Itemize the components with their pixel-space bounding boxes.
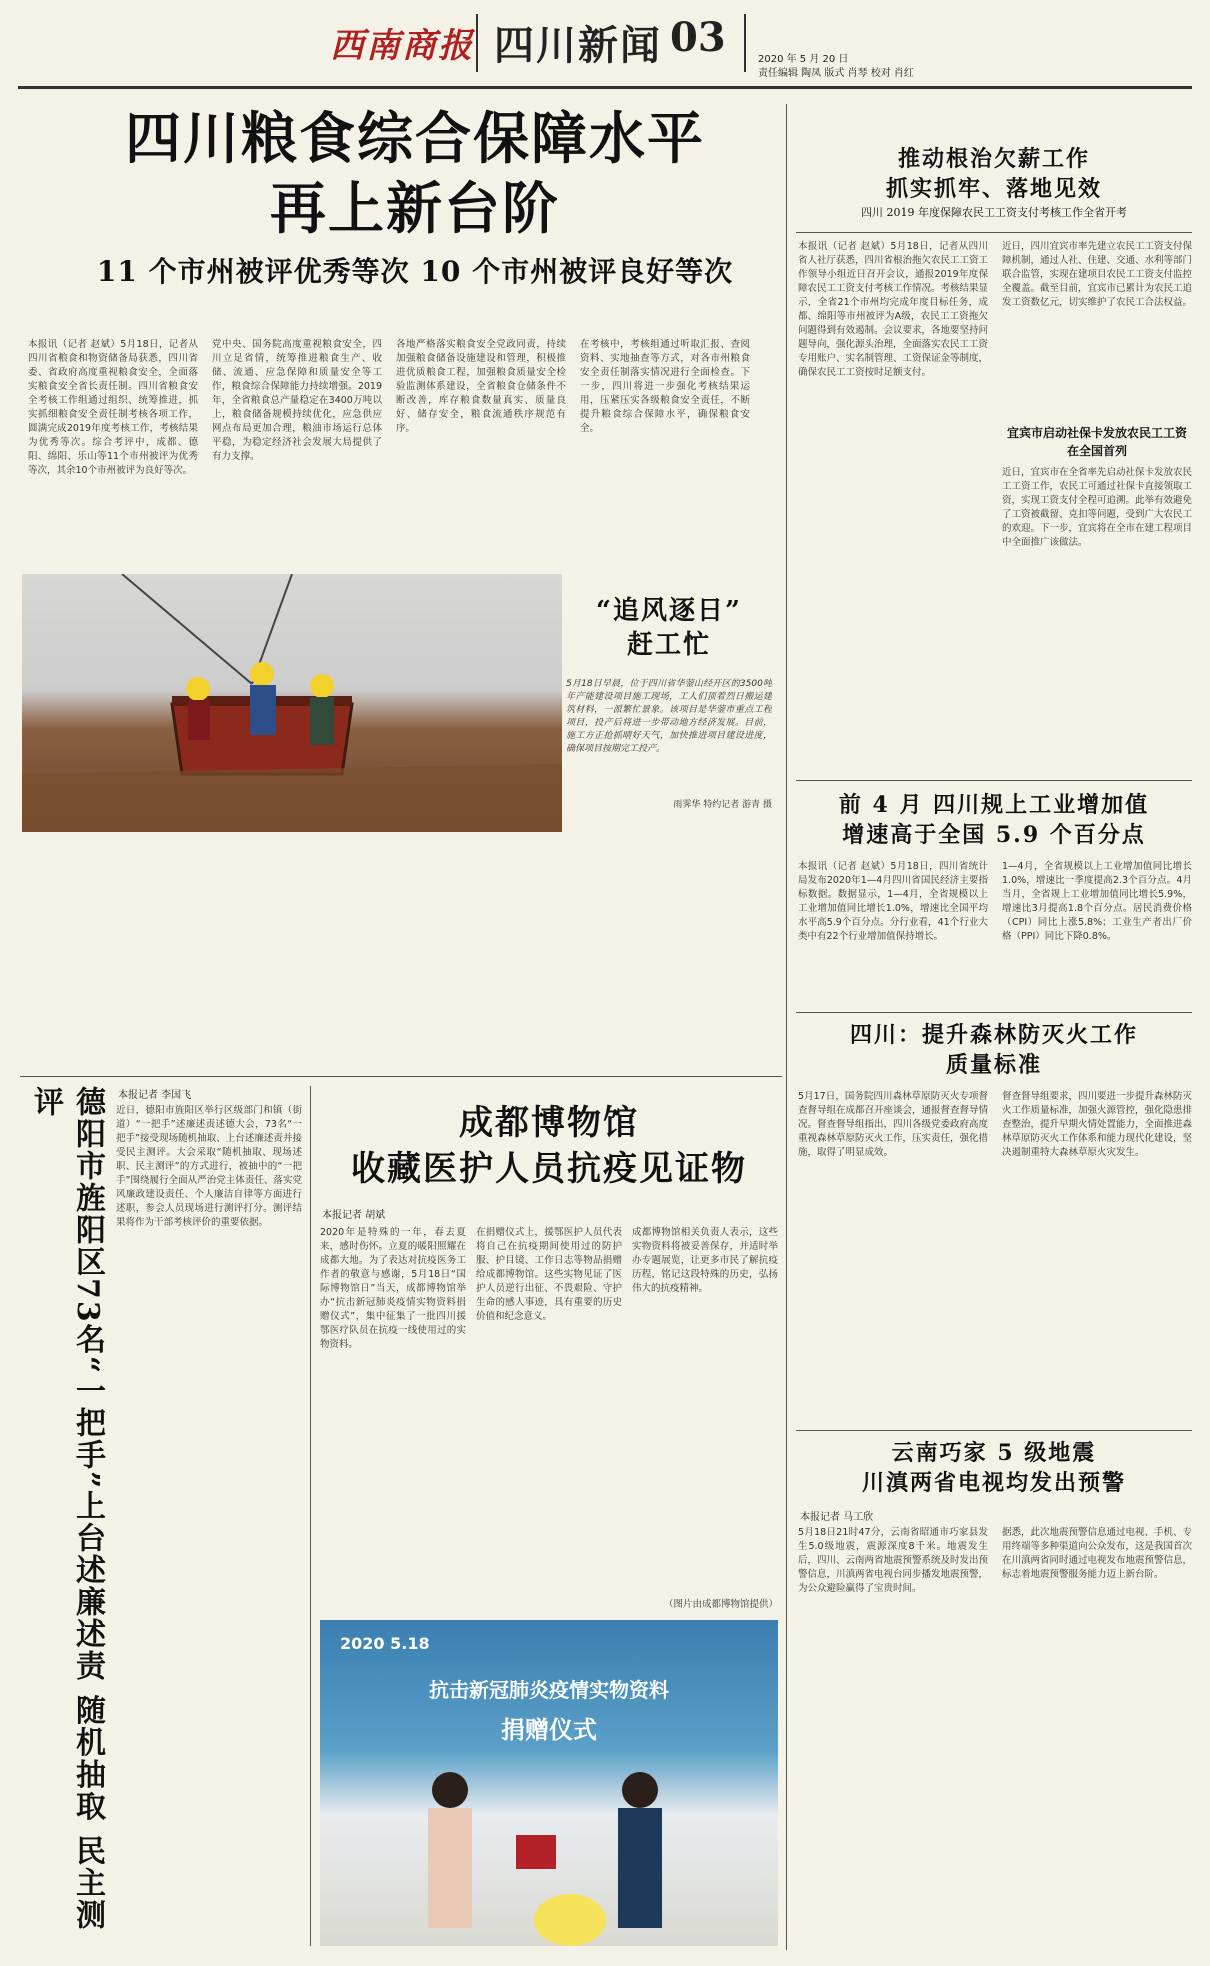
editors-line: 责任编辑 陶凤 版式 肖琴 校对 肖红 [758, 68, 914, 79]
museum-title-line1: 成都博物馆 [459, 1103, 639, 1143]
deyang-byline: 本报记者 李国飞 [118, 1090, 192, 1101]
forest-head [796, 1020, 1192, 1080]
photo-feature [566, 574, 772, 832]
wage-subhead: 宜宾市启动社保卡发放农民工工资在全国首列 [1006, 426, 1187, 458]
construction-photo [22, 574, 562, 832]
industry-title-line2: 增速高于全国 5.9 个百分点 [842, 822, 1146, 848]
forest-title-line2: 质量标准 [945, 1052, 1042, 1078]
wage-column-2: 近日，四川宜宾市率先建立农民工工资支付保障机制，通过人社、住建、交通、水利等部门联合监管，实现在建项目农民工工资支付监控全覆盖。截至目前，宜宾市已累计为农民工追发工资数亿元，切实维护了农民工合法权益。 [1002, 241, 1192, 308]
museum-byline: 本报记者 胡斌 [322, 1210, 386, 1221]
feature-title-line1: “追风逐日” [596, 596, 742, 626]
museum-title-line2: 收藏医护人员抗疫见证物 [351, 1149, 747, 1189]
quake-column-1: 5月18日21时47分，云南省昭通市巧家县发生5.0级地震，震源深度8千米。地震发生后，四川、云南两省地震预警系统及时发出预警信息，川滇两省电视台同步播发地震预警，为公众避险赢得了宝贵时间。 [798, 1527, 988, 1594]
banner-line2: 捐赠仪式 [501, 1716, 597, 1744]
feature-credit: 雨霁华 特约记者 游青 摄 [673, 800, 772, 810]
forest-column-2: 督查督导组要求，四川要进一步提升森林防灭火工作质量标准，加强火源管控，强化隐患排查整治，提升早期火情处置能力，全面推进森林草原防灭火工作体系和能力现代化建设，坚决遏制重特大森林草原火灾发生。 [1002, 1091, 1192, 1158]
industry-head [796, 790, 1192, 850]
industry-column-1: 本报讯（记者 赵斌）5月18日，四川省统计局发布2020年1—4月四川省国民经济主要指标数据。数据显示，1—4月，全省规模以上工业增加值同比增长1.0%，增速比全国平均水平高5.9个百分点。分行业看，41个行业大类中有22个行业增加值保持增长。 [798, 861, 988, 942]
deyang-headline: 德阳市旌阳区73名“一把手”上台述廉述责 随机抽取 民主测评 [28, 1086, 105, 1932]
forest-title-line1: 四川：提升森林防灭火工作 [849, 1022, 1138, 1048]
industry-title-line1: 前 4 月 四川规上工业增加值 [838, 792, 1150, 818]
lead-column-4: 在考核中，考核组通过听取汇报、查阅资料、实地抽查等方式，对各市州粮食安全责任制落实情况进行全面检查。下一步，四川将进一步强化考核结果运用，压紧压实各级粮食安全责任，不断提升粮食综合保障水平，确保粮食安全。 [580, 339, 750, 434]
museum-column-1: 2020年是特殊的一年，春去夏来，感时伤怀。立夏的暖阳照耀在成都大地。为了表达对抗疫医务工作者的敬意与感谢，5月18日“国际博物馆日”当天，成都博物馆举办“抗击新冠肺炎疫情实物资料捐赠仪式”，集中征集了一批四川援鄂医疗队员在抗疫一线使用过的实物资料。 [320, 1227, 466, 1350]
museum-head [318, 1100, 780, 1192]
museum-photo [320, 1620, 778, 1946]
industry-column-2: 1—4月，全省规模以上工业增加值同比增长1.0%，增速比一季度提高2.3个百分点。4月当月，全省规上工业增加值同比增长5.9%，增速比3月提高1.8个百分点。居民消费价格（CPI）同比上涨5.8%；工业生产者出厂价格（PPI）同比下降0.8%。 [1002, 861, 1192, 942]
museum-photo-credit: （图片由成都博物馆提供） [663, 1599, 778, 1610]
wage-story-head [796, 144, 1192, 222]
wage-column-1: 本报讯（记者 赵斌）5月18日，记者从四川省人社厅获悉，四川省根治拖欠农民工工资工作领导小组近日召开会议，通报2019年度保障农民工工资支付考核工作情况。考核结果显示，全省21个市州均完成年度目标任务，成都、绵阳等市州被评为A级，农民工工资拖欠问题得到有效遏制。会议要求，各地要坚持问题导向，强化源头治理，全面落实农民工工资专用账户、实名制管理、工资保证金等制度，确保农民工工资按时足额支付。 [798, 241, 988, 378]
lead-subtitle: 11 个市州被评优秀等次 10 个市州被评良好等次 [96, 255, 734, 288]
wage-title-line1: 推动根治欠薪工作 [897, 146, 1090, 172]
masthead-logo: 西南商报 [330, 26, 474, 66]
lead-headline [20, 104, 810, 292]
wage-subtitle: 四川 2019 年度保障农民工工资支付考核工作全省开考 [861, 206, 1127, 219]
quake-byline: 本报记者 马工欣 [800, 1512, 874, 1523]
ceremony-illustration [320, 1620, 778, 1946]
quake-head [796, 1438, 1192, 1498]
lead-column-2: 党中央、国务院高度重视粮食安全，四川立足省情，统筹推进粮食生产、收储、流通、应急保障和质量安全等工作，粮食综合保障能力持续增强。2019年，全省粮食总产量稳定在3400万吨以上，粮食储备规模持续优化，应急供应网点布局更加合理，粮油市场运行总体平稳，为稳定经济社会发展大局提供了有力支撑。 [212, 339, 382, 462]
museum-column-3: 成都博物馆相关负责人表示，这些实物资料将被妥善保存，并适时举办专题展览，让更多市民了解抗疫历程，铭记这段特殊的历史，弘扬伟大的抗疫精神。 [632, 1227, 778, 1294]
forest-column-1: 5月17日，国务院四川森林草原防灭火专项督查督导组在成都召开座谈会，通报督查督导情况。督查督导组指出，四川各级党委政府高度重视森林草原防灭火工作，压实责任，强化措施，取得了明显成效。 [798, 1091, 988, 1158]
masthead [0, 0, 1210, 92]
issue-date: 2020 年 5 月 20 日 [758, 54, 849, 65]
banner-date: 2020 5.18 [340, 1634, 430, 1653]
lead-title-line2: 再上新台阶 [270, 176, 560, 242]
wage-title-line2: 抓实抓牢、落地见效 [885, 176, 1102, 202]
feature-caption: 5月18日早晨，位于四川省华蓥山经开区的3500吨年产能建设项目施工现场，工人们顶着烈日搬运建筑材料，一派繁忙景象。该项目是华蓥市重点工程项目，投产后将进一步带动地方经济发展。目前，施工方正抢抓晴好天气，加快推进项目建设进度，确保项目按期完工投产。 [566, 679, 772, 754]
feature-title-line2: 赶工忙 [626, 630, 711, 660]
wage-column-3: 近日，宜宾市在全省率先启动社保卡发放农民工工资工作，农民工可通过社保卡直接领取工资，实现工资支付全程可追溯。此举有效避免了工资被截留、克扣等问题，受到广大农民工的欢迎。下一步，宜宾将在全市在建工程项目中全面推广该做法。 [1002, 467, 1192, 548]
lead-column-3: 各地严格落实粮食安全党政同责，持续加强粮食储备设施建设和管理，积极推进优质粮食工程，加强粮食质量安全检验监测体系建设，全省粮食仓储条件不断改善，库存粮食数量真实、质量良好、储存安全，粮食流通秩序规范有序。 [396, 339, 566, 434]
quake-title-line1: 云南巧家 5 级地震 [891, 1440, 1097, 1466]
construction-scene-illustration [22, 574, 562, 832]
deyang-column: 近日，德阳市旌阳区举行区级部门和镇（街道）“一把手”述廉述责述德大会，73名“一把手”接受现场随机抽取、上台述廉述责并接受民主测评。大会采取“随机抽取、现场述职、民主测评”的方式进行，被抽中的“一把手”围绕履行全面从严治党主体责任、落实党风廉政建设责任、个人廉洁自律等方面进行述职，参会人员现场进行测评打分。测评结果将作为干部考核评价的重要依据。 [116, 1105, 302, 1228]
quake-title-line2: 川滇两省电视均发出预警 [861, 1470, 1126, 1496]
section-title: 四川新闻 [494, 22, 662, 69]
banner-line1: 抗击新冠肺炎疫情实物资料 [429, 1678, 669, 1702]
lead-column-1: 本报讯（记者 赵斌）5月18日，记者从四川省粮食和物资储备局获悉，四川省委、省政府高度重视粮食安全，全面落实粮食安全省长责任制。四川省粮食安全考核工作组通过组织、统筹推进，抓实抓细粮食安全责任制考核各项工作，圆满完成2019年度考核工作，考核结果为优秀等次。综合考评中，成都、德阳、绵阳、乐山等11个市州被评为优秀等次，其余10个市州被评为良好等次。 [28, 339, 198, 476]
quake-column-2: 据悉，此次地震预警信息通过电视、手机、专用终端等多种渠道向公众发布，这是我国首次在川滇两省同时通过电视发布地震预警信息，标志着地震预警服务能力迈上新台阶。 [1002, 1527, 1192, 1580]
lead-title-line1: 四川粮食综合保障水平 [125, 106, 705, 172]
museum-column-2: 在捐赠仪式上，援鄂医护人员代表将自己在抗疫期间使用过的防护服、护目镜、工作日志等物品捐赠给成都博物馆。这些实物见证了医护人员逆行出征、不畏艰险、守护生命的感人事迹，具有重要的历史价值和纪念意义。 [476, 1227, 622, 1322]
page-number: 03 [670, 14, 726, 61]
